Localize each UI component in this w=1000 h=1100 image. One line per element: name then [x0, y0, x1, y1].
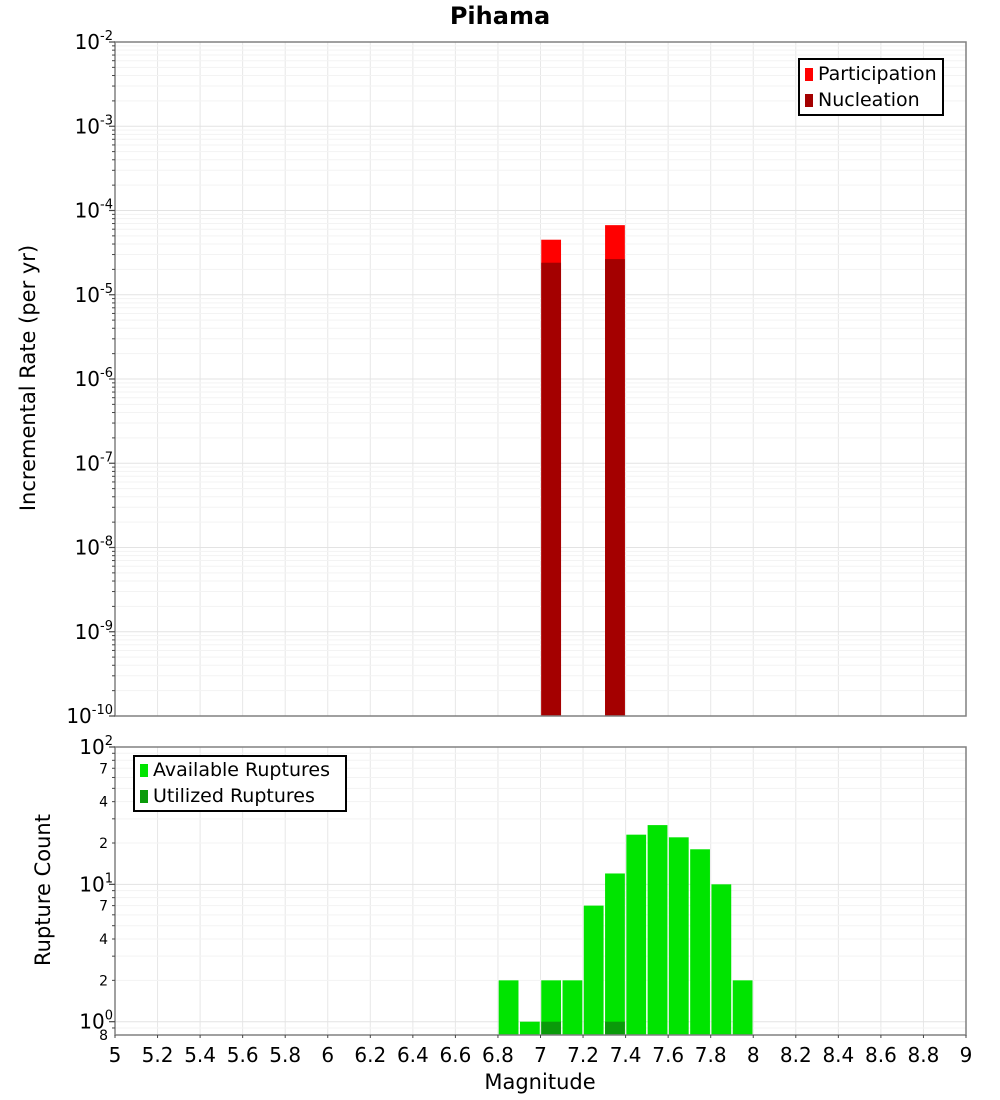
chart-title: Pihama	[449, 2, 551, 30]
y-minor-tick-label: 7	[99, 898, 108, 915]
utilized-ruptures-bar	[541, 1022, 561, 1035]
legend-label-available-ruptures: Available Ruptures	[153, 759, 330, 781]
x-tick-label: 6.4	[396, 1043, 429, 1067]
x-tick-label: 7.8	[694, 1043, 727, 1067]
x-tick-label: 7.4	[609, 1043, 642, 1067]
x-tick-label: 7.2	[567, 1043, 599, 1067]
y-minor-tick-label: 4	[99, 794, 108, 811]
x-axis-label: Magnitude	[484, 1070, 596, 1094]
plot-0-grid	[115, 42, 966, 716]
available-ruptures-bar	[584, 906, 604, 1035]
nucleation-swatch-icon	[805, 94, 813, 107]
x-tick-label: 6.6	[439, 1043, 472, 1067]
legend-item-available-ruptures	[140, 761, 340, 780]
legend-item-participation	[805, 62, 937, 85]
x-tick-label: 7	[534, 1043, 547, 1067]
available-ruptures-bar	[626, 835, 646, 1035]
x-tick-label: 8.8	[907, 1043, 940, 1067]
available-ruptures-bar	[733, 980, 753, 1035]
available-ruptures-bar	[499, 980, 519, 1035]
y-tick-label: $10^2$	[79, 734, 113, 759]
y-tick-label: $10^{-4}$	[74, 197, 113, 223]
available-ruptures-bar	[563, 980, 583, 1035]
x-tick-label: 6.2	[354, 1043, 387, 1067]
y-axis-label-incremental-rate: Incremental Rate (per yr)	[16, 244, 40, 512]
y-tick-label: $10^{-6}$	[74, 366, 113, 391]
plot-1-y-axis	[79, 734, 115, 1044]
x-tick-label: 5.2	[141, 1043, 174, 1067]
legend-item-utilized-ruptures	[140, 787, 340, 806]
available-ruptures-bar	[690, 849, 710, 1035]
x-tick-label: 5.6	[226, 1043, 259, 1067]
y-tick-label: $10^1$	[79, 871, 113, 897]
utilized-ruptures-bar	[605, 1022, 625, 1035]
y-axis-label-rupture-count: Rupture Count	[31, 814, 55, 966]
x-tick-label: 8.2	[779, 1043, 812, 1067]
x-tick-label: 9	[959, 1043, 973, 1067]
available-ruptures-bar	[648, 825, 668, 1035]
legend-rate	[798, 58, 944, 116]
y-tick-label: $10^{-3}$	[74, 113, 113, 139]
x-tick-label: 8.4	[822, 1043, 855, 1067]
y-tick-label: $10^{-9}$	[74, 618, 113, 644]
x-tick-label: 6.8	[482, 1043, 514, 1067]
y-minor-tick-label: 2	[99, 836, 108, 852]
participation-swatch-icon	[805, 68, 813, 81]
nucleation-bar	[605, 259, 625, 716]
y-tick-label: $10^{-7}$	[74, 450, 113, 476]
plot-0-y-axis	[66, 29, 115, 728]
x-tick-label: 8	[746, 1043, 760, 1067]
utilized-ruptures-swatch-icon	[140, 790, 148, 803]
legend-item-nucleation	[805, 88, 937, 111]
available-ruptures-bar	[711, 884, 731, 1035]
nucleation-bar	[541, 263, 561, 716]
y-tick-label: $10^{-2}$	[74, 29, 113, 54]
y-tick-label: $10^{-8}$	[74, 534, 113, 560]
y-minor-tick-label: 8	[99, 1028, 108, 1044]
legend-label-nucleation: Nucleation	[818, 88, 920, 111]
x-tick-label: 5	[108, 1043, 122, 1067]
x-tick-label: 7.6	[652, 1043, 685, 1067]
y-tick-label: $10^{-10}$	[66, 703, 113, 728]
x-tick-label: 5.4	[184, 1043, 217, 1067]
legend-count	[133, 755, 347, 812]
y-tick-label: $10^{-5}$	[74, 281, 113, 307]
legend-label-utilized-ruptures: Utilized Ruptures	[153, 785, 315, 807]
legend-label-participation: Participation	[818, 62, 937, 85]
x-axis-ticks	[109, 1035, 973, 1067]
y-minor-tick-label: 7	[99, 761, 108, 778]
y-minor-tick-label: 4	[99, 932, 108, 948]
available-ruptures-bar	[669, 837, 689, 1035]
available-ruptures-bar	[605, 873, 625, 1035]
y-tick-label: $10^0$	[79, 1008, 113, 1034]
y-minor-tick-label: 2	[99, 973, 108, 990]
x-tick-label: 6	[321, 1043, 335, 1067]
available-ruptures-swatch-icon	[140, 764, 148, 777]
available-ruptures-bar	[520, 1022, 540, 1035]
x-tick-label: 8.6	[864, 1043, 897, 1067]
x-tick-label: 5.8	[269, 1043, 302, 1067]
